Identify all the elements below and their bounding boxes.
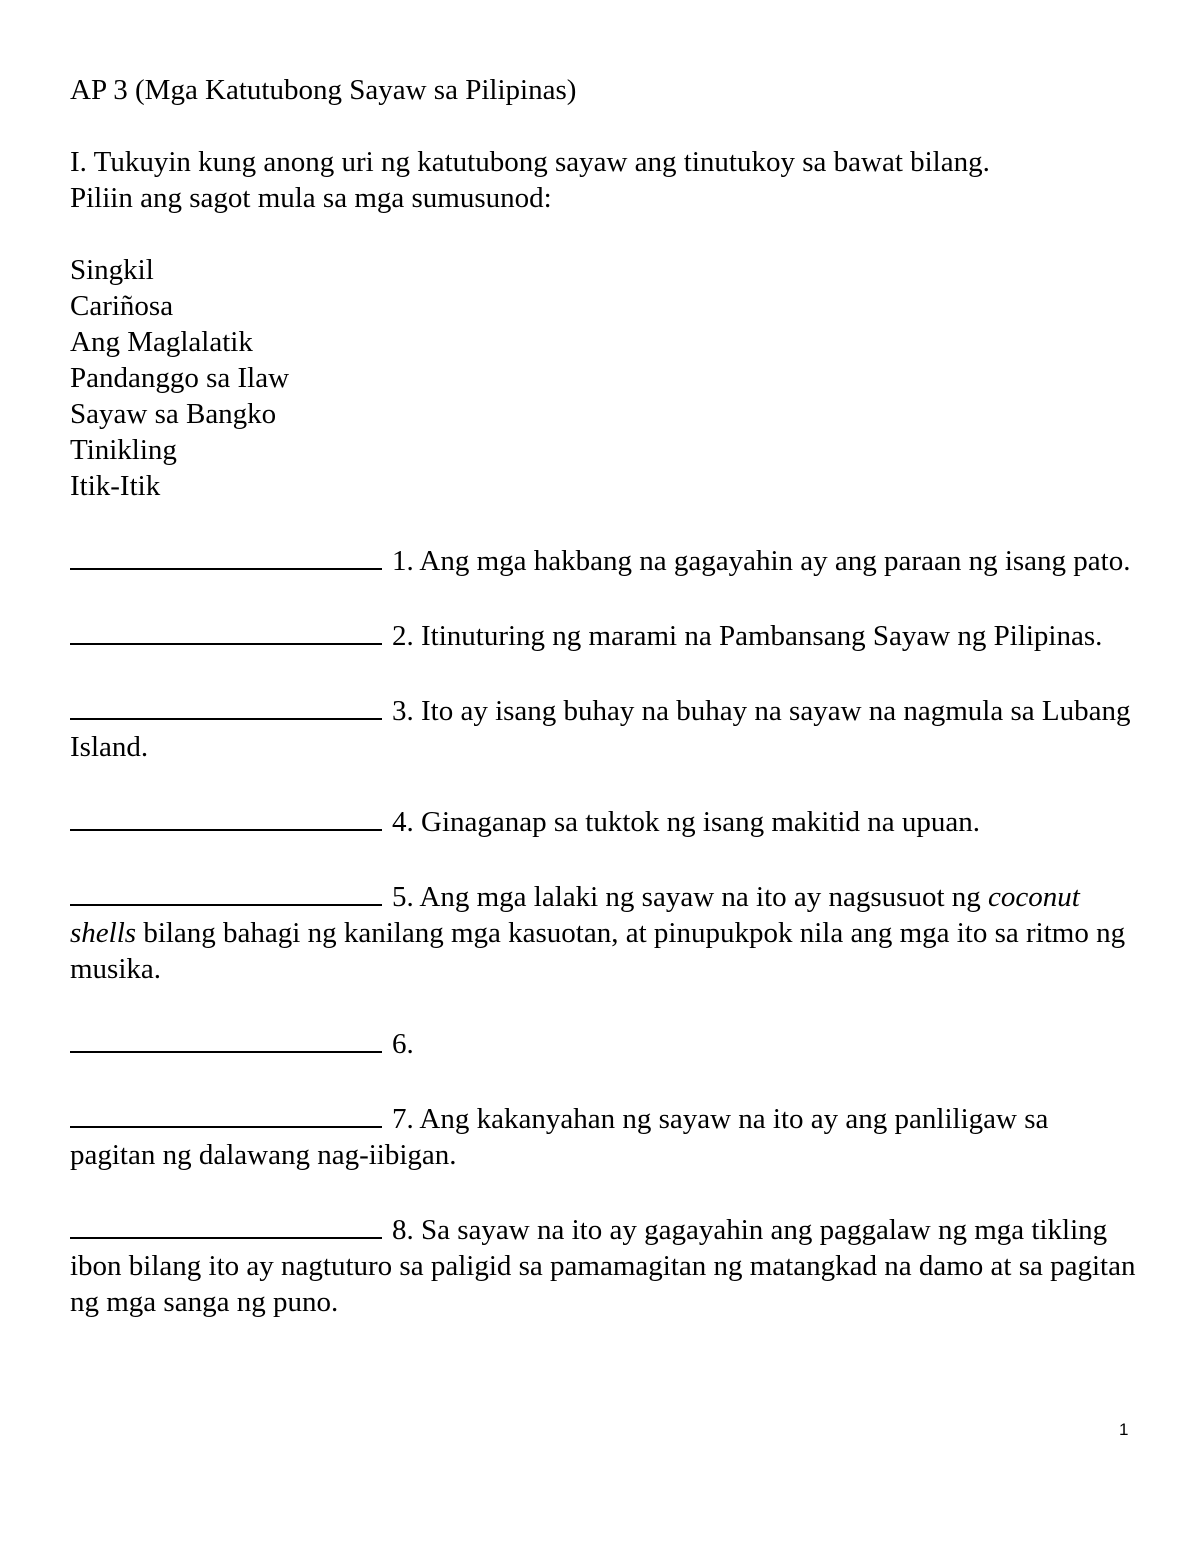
instructions: [70, 144, 1140, 216]
question-3: [70, 690, 1140, 765]
question-italic-term: coconut shells: [70, 881, 1080, 949]
answer-blank-8[interactable]: [70, 1209, 382, 1239]
question-text: 3. Ito ay isang buhay na buhay na sayaw na nagmula sa Lubang Island.: [70, 695, 1131, 763]
choice-item: Itik-Itik: [70, 470, 161, 502]
question-text: 1. Ang mga hakbang na gagayahin ay ang paraan ng isang pato.: [392, 545, 1131, 577]
answer-blank-3[interactable]: [70, 690, 382, 720]
choice-item: Ang Maglalatik: [70, 326, 253, 358]
worksheet-page: [70, 72, 1140, 1356]
question-text-continued: bilang bahagi ng kanilang mga kasuotan, at pinupukpok nila ang mga ito sa ritmo ng musika.: [70, 917, 1126, 985]
choice-item: Pandanggo sa Ilaw: [70, 362, 290, 394]
answer-blank-5[interactable]: [70, 876, 382, 906]
answer-blank-7[interactable]: [70, 1098, 382, 1128]
choice-item: Tinikling: [70, 434, 177, 466]
choice-list: [70, 252, 1140, 504]
answer-blank-2[interactable]: [70, 615, 382, 645]
question-1: [70, 540, 1140, 579]
answer-blank-6[interactable]: [70, 1023, 382, 1053]
question-text: 2. Itinuturing ng marami na Pambansang Sayaw ng Pilipinas.: [392, 620, 1103, 652]
worksheet-title: AP 3 (Mga Katutubong Sayaw sa Pilipinas): [70, 74, 577, 106]
question-4: [70, 801, 1140, 840]
question-2: [70, 615, 1140, 654]
question-text: 8. Sa sayaw na ito ay gagayahin ang paggalaw ng mga tikling ibon bilang ito ay nagtuturo sa paligid sa pamamagitan ng matangkad na damo at sa pagitan ng mga sanga ng puno.: [70, 1214, 1136, 1318]
page-number: 1: [1119, 1420, 1129, 1439]
question-8: [70, 1209, 1140, 1320]
question-text: 7. Ang kakanyahan ng sayaw na ito ay ang panliligaw sa pagitan ng dalawang nag-iibigan.: [70, 1103, 1049, 1171]
choice-item: Cariñosa: [70, 290, 174, 322]
question-text: 6.: [392, 1028, 414, 1060]
answer-blank-4[interactable]: [70, 801, 382, 831]
choice-item: Sayaw sa Bangko: [70, 398, 277, 430]
instruction-line-2: Piliin ang sagot mula sa mga sumusunod:: [70, 182, 552, 214]
instruction-line-1: I. Tukuyin kung anong uri ng katutubong sayaw ang tinutukoy sa bawat bilang.: [70, 146, 990, 178]
question-7: [70, 1098, 1140, 1173]
answer-blank-1[interactable]: [70, 540, 382, 570]
question-text: 4. Ginaganap sa tuktok ng isang makitid na upuan.: [392, 806, 980, 838]
question-text: 5. Ang mga lalaki ng sayaw na ito ay nagsusuot ng: [392, 881, 981, 913]
question-5: [70, 876, 1140, 987]
choice-item: Singkil: [70, 254, 154, 286]
question-6: [70, 1023, 1140, 1062]
